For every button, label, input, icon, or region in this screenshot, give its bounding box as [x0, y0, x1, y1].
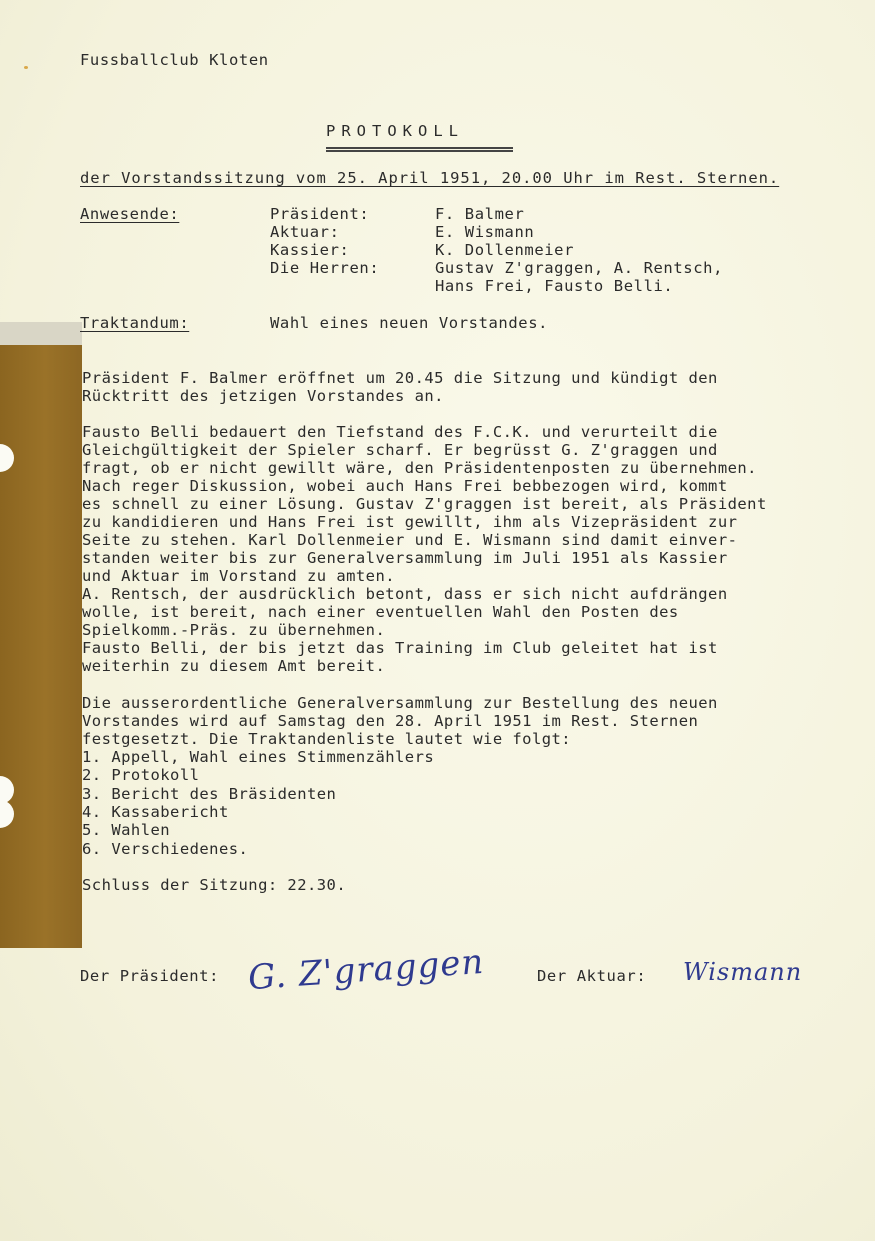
paragraph-line: Vorstandes wird auf Samstag den 28. April 1951 im Rest. Sternen [82, 712, 699, 730]
document-title: PROTOKOLL [326, 122, 464, 140]
paragraph-line: wolle, ist bereit, nach einer eventuellen Wahl den Posten des [82, 603, 679, 621]
president-signature: G. Z'graggen [246, 941, 486, 999]
agenda-list-item: 6. Verschiedenes. [82, 840, 249, 858]
binder-tab-top [0, 322, 82, 346]
attendee-role: Präsident: [270, 205, 370, 223]
paragraph-line: standen weiter bis zur Generalversammlung im Juli 1951 als Kassier [82, 549, 728, 567]
paper-speck [24, 66, 28, 69]
meeting-subtitle: der Vorstandssitzung vom 25. April 1951, 20.00 Uhr im Rest. Sternen. [80, 169, 780, 187]
paragraph-line: festgesetzt. Die Traktandenliste lautet wie folgt: [82, 730, 572, 748]
paragraph-line: Nach reger Diskussion, wobei auch Hans Frei bebbezogen wird, kommt [82, 477, 728, 495]
paragraph-line: Spielkomm.-Präs. zu übernehmen. [82, 621, 386, 639]
attendee-name: K. Dollenmeier [435, 241, 575, 259]
paragraph-line: Rücktritt des jetzigen Vorstandes an. [82, 387, 444, 405]
secretary-label: Der Aktuar: [537, 967, 647, 985]
paragraph-line: weiterhin zu diesem Amt bereit. [82, 657, 386, 675]
closing-line: Schluss der Sitzung: 22.30. [82, 876, 347, 894]
agenda-label: Traktandum: [80, 314, 190, 332]
paragraph-line: und Aktuar im Vorstand zu amten. [82, 567, 396, 585]
agenda-list-item: 5. Wahlen [82, 821, 171, 839]
secretary-signature: Wismann [683, 958, 803, 986]
paragraph-line: zu kandidieren und Hans Frei ist gewillt, ihm als Vizepräsident zur [82, 513, 738, 531]
paragraph-line: Fausto Belli bedauert den Tiefstand des F.C.K. und verurteilt die [82, 423, 718, 441]
attendee-name: Hans Frei, Fausto Belli. [435, 277, 674, 295]
agenda-list-item: 2. Protokoll [82, 766, 200, 784]
attendee-role: Die Herren: [270, 259, 380, 277]
paragraph-line: fragt, ob er nicht gewillt wäre, den Präsidentenposten zu übernehmen. [82, 459, 757, 477]
paragraph-line: Fausto Belli, der bis jetzt das Training im Club geleitet hat ist [82, 639, 718, 657]
paragraph-line: Gleichgültigkeit der Spieler scharf. Er begrüsst G. Z'graggen und [82, 441, 718, 459]
club-name: Fussballclub Kloten [80, 51, 269, 69]
attendee-role: Aktuar: [270, 223, 340, 241]
attendee-name: Gustav Z'graggen, A. Rentsch, [435, 259, 724, 277]
agenda-value: Wahl eines neuen Vorstandes. [270, 314, 549, 332]
attendee-role: Kassier: [270, 241, 350, 259]
paragraph-line: Seite zu stehen. Karl Dollenmeier und E. Wismann sind damit einver- [82, 531, 738, 549]
paragraph-line: es schnell zu einer Lösung. Gustav Z'graggen ist bereit, als Präsident [82, 495, 767, 513]
title-double-underline [326, 147, 513, 152]
binder-tab-strip [0, 345, 82, 948]
attendee-name: E. Wismann [435, 223, 535, 241]
agenda-list-item: 1. Appell, Wahl eines Stimmenzählers [82, 748, 435, 766]
paragraph-line: Präsident F. Balmer eröffnet um 20.45 die Sitzung und kündigt den [82, 369, 718, 387]
agenda-list-item: 4. Kassabericht [82, 803, 229, 821]
attendee-name: F. Balmer [435, 205, 525, 223]
attendees-label: Anwesende: [80, 205, 180, 223]
paragraph-line: Die ausserordentliche Generalversammlung zur Bestellung des neuen [82, 694, 718, 712]
paragraph-line: A. Rentsch, der ausdrücklich betont, dass er sich nicht aufdrängen [82, 585, 728, 603]
agenda-list-item: 3. Bericht des Bräsidenten [82, 785, 337, 803]
president-label: Der Präsident: [80, 967, 220, 985]
